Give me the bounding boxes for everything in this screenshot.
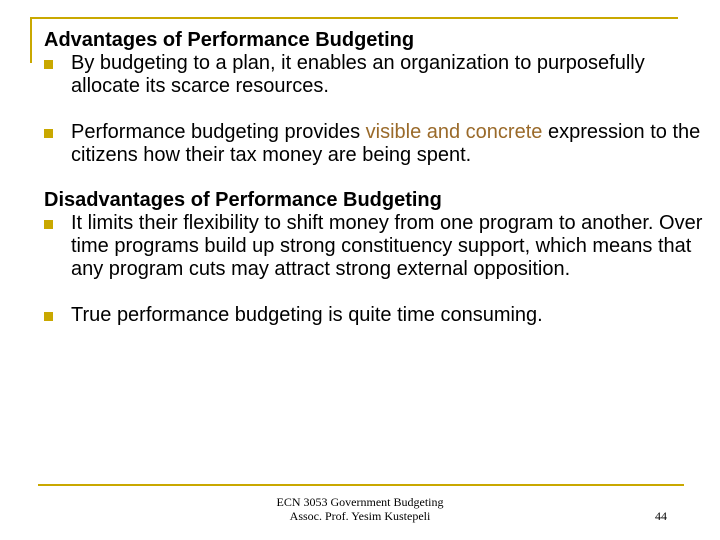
- disadvantages-bullet-2: [44, 304, 704, 327]
- advantages-bullet-2: [44, 121, 704, 167]
- footer-caption: [230, 495, 490, 523]
- bullet-text-after: expression to the citizens how their tax money are being spent.: [71, 121, 701, 166]
- bullet-text: True performance budgeting is quite time consuming.: [71, 304, 543, 326]
- frame-left-rule: [30, 17, 32, 63]
- advantages-bullet-1: [44, 52, 704, 98]
- disadvantages-heading: Disadvantages of Performance Budgeting: [44, 189, 442, 211]
- footer-author: Assoc. Prof. Yesim Kustepeli: [289, 509, 431, 523]
- square-bullet-icon: [44, 220, 53, 229]
- highlighted-phrase: visible and concrete: [365, 121, 543, 143]
- slide-content: [44, 29, 704, 327]
- bullet-text: It limits their flexibility to shift money from one program to another. Over time programs build up strong constituency support, which means that any program cuts may attract strong external opposition.: [71, 212, 703, 280]
- advantages-heading: Advantages of Performance Budgeting: [44, 29, 415, 51]
- page-number: 44: [655, 509, 667, 523]
- square-bullet-icon: [44, 60, 53, 69]
- square-bullet-icon: [44, 129, 53, 138]
- footer-rule: [38, 484, 684, 486]
- square-bullet-icon: [44, 312, 53, 321]
- frame-top-rule: [30, 17, 678, 19]
- footer-course: ECN 3053 Government Budgeting: [276, 495, 444, 509]
- bullet-text-before: Performance budgeting provides: [71, 121, 366, 143]
- bullet-text: By budgeting to a plan, it enables an organization to purposefully allocate its scarce resources.: [71, 52, 645, 97]
- disadvantages-bullet-1: [44, 212, 704, 281]
